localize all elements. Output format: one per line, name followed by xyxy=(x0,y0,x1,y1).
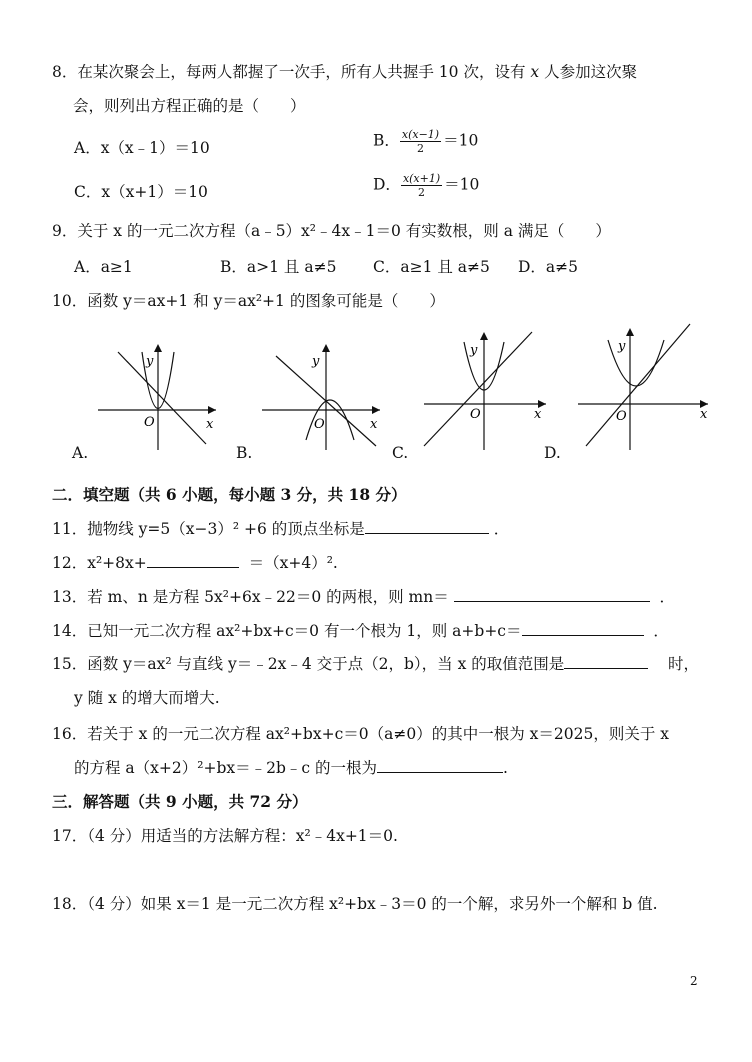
q9-option-d: D．a≠5 xyxy=(518,258,579,276)
q10-stem: 10．函数 y＝ax+1 和 y＝ax²+1 的图象可能是（ ） xyxy=(52,292,445,310)
y-axis-label: y xyxy=(470,343,478,358)
q18: 18．（4 分）如果 x＝1 是一元二次方程 x²+bx﹣3＝0 的一个解，求另外一个解和 b 值. xyxy=(52,895,658,913)
y-axis-label: y xyxy=(618,339,626,354)
q13-blank[interactable] xyxy=(454,587,650,602)
q14-blank[interactable] xyxy=(522,621,644,636)
q8-option-a: A．x（x﹣1）＝10 xyxy=(74,139,210,157)
q10-graph-a xyxy=(98,340,218,450)
q10-option-d: D. xyxy=(544,444,561,462)
page-number: 2 xyxy=(690,974,698,988)
q10-graph-d xyxy=(578,320,712,450)
q8-option-d: D． $\frac{x(x+1)}{2}$ ＝10 xyxy=(373,172,480,199)
q8-line2: 会，则列出方程正确的是（ ） xyxy=(73,97,306,115)
q17: 17．（4 分）用适当的方法解方程：x²﹣4x+1＝0. xyxy=(52,827,398,845)
q10-graph-b xyxy=(262,340,382,450)
origin-label: O xyxy=(470,407,481,422)
section-3-title: 三．解答题（共 9 小题，共 72 分） xyxy=(52,792,308,811)
q8-line1: 8．在某次聚会上，每两人都握了一次手，所有人共握手 10 次，设有 x 人参加这次聚 xyxy=(52,63,638,81)
q9-option-a: A．a≥1 xyxy=(74,258,133,276)
q15-line2: y 随 x 的增大而增大. xyxy=(74,689,220,707)
section-2-title: 二．填空题（共 6 小题，每小题 3 分，共 18 分） xyxy=(52,485,407,504)
q11-blank[interactable] xyxy=(365,519,489,534)
q10-option-a: A. xyxy=(72,444,89,462)
q10-option-c: C. xyxy=(392,444,409,462)
q12-blank[interactable] xyxy=(147,553,239,568)
x-axis-label: x xyxy=(534,407,542,422)
q14: 14．已知一元二次方程 ax²+bx+c＝0 有一个根为 1，则 a+b+c＝ ． xyxy=(52,622,669,640)
q10-graph-c xyxy=(420,326,550,450)
y-axis-label: y xyxy=(312,354,320,369)
q11: 11．抛物线 y=5（x−3）² +6 的顶点坐标是 ． xyxy=(52,520,510,538)
q15-line1: 15．函数 y＝ax² 与直线 y＝﹣2x﹣4 交于点（2，b），当 x 的取值范围是 时， xyxy=(52,655,699,673)
origin-label: O xyxy=(314,417,325,432)
q12: 12．x²+8x+ ＝（x+4）². xyxy=(52,554,338,572)
x-axis-label: x xyxy=(700,407,708,422)
q9-stem: 9．关于 x 的一元二次方程（a﹣5）x²﹣4x﹣1＝0 有实数根，则 a 满足（ ） xyxy=(52,222,611,240)
q9-option-b: B．a>1 且 a≠5 xyxy=(220,258,337,276)
q16-line2: 的方程 a（x+2）²+bx＝﹣2b﹣c 的一根为 . xyxy=(74,759,508,777)
x-axis-label: x xyxy=(206,417,214,432)
q9-option-c: C．a≥1 且 a≠5 xyxy=(373,258,490,276)
origin-label: O xyxy=(144,415,155,430)
y-axis-label: y xyxy=(146,354,154,369)
q15-blank[interactable] xyxy=(564,654,648,669)
origin-label: O xyxy=(616,409,627,424)
q16-line1: 16．若关于 x 的一元二次方程 ax²+bx+c＝0（a≠0）的其中一根为 x＝2025，则关于 x xyxy=(52,725,669,743)
q13: 13．若 m、n 是方程 5x²+6x﹣22＝0 的两根，则 mn＝ ． xyxy=(52,588,676,606)
q8-option-b: B． $\frac{x(x-1)}{2}$ ＝10 xyxy=(373,128,479,155)
q16-blank[interactable] xyxy=(377,758,503,773)
q10-option-b: B. xyxy=(236,444,253,462)
q8-option-c: C．x（x+1）＝10 xyxy=(74,183,208,201)
x-axis-label: x xyxy=(370,417,378,432)
